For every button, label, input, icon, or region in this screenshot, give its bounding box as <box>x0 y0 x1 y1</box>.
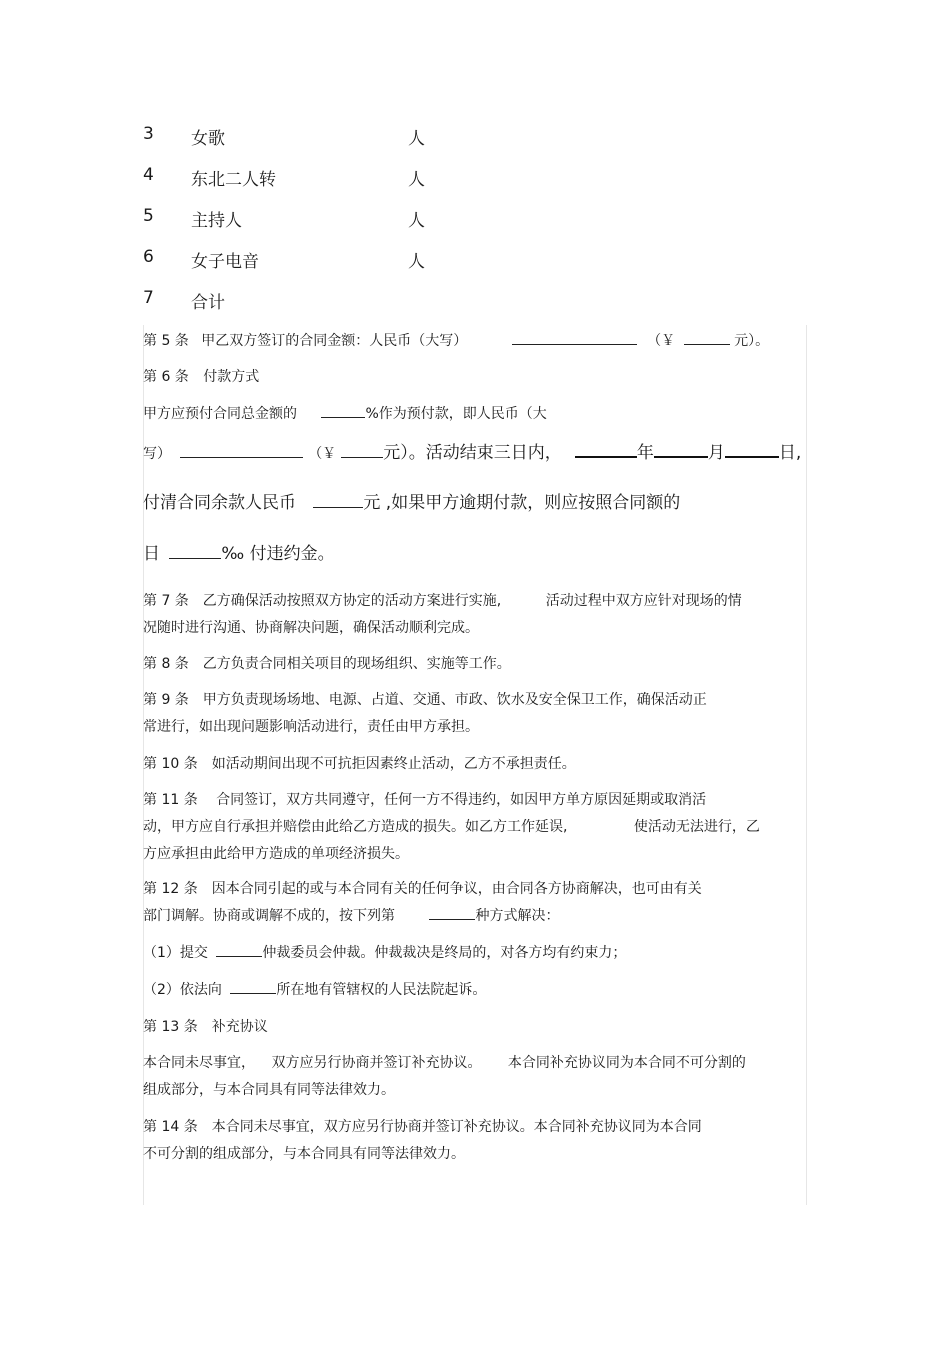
roster-num: 7 <box>143 288 154 308</box>
year-label: 年 <box>636 443 654 463</box>
balance-amount-blank[interactable] <box>313 507 363 508</box>
roster-unit: 人 <box>408 129 425 149</box>
article-11-line-1: 第 11 条 合同签订，双方共同遵守，任何一方不得违约，如因甲方单方原因延期或取消活 <box>143 792 707 808</box>
roster-num: 6 <box>143 247 154 267</box>
dispute-option-1 <box>143 942 626 962</box>
month-label: 月 <box>707 443 725 463</box>
article-11-text: 动，甲方应自行承担并赔偿由此给乙方造成的损失。如乙方工作延误, <box>143 819 568 835</box>
article-9-line-1: 第 9 条 甲方负责现场场地、电源、占道、交通、市政、饮水及安全保卫工作，确保活动正 <box>143 692 707 708</box>
roster-unit: 人 <box>408 252 425 272</box>
article-13-title: 第 13 条 补充协议 <box>143 1019 268 1035</box>
article-5-lead: 第 5 条 <box>143 333 189 349</box>
article-7-text: 第 7 条 乙方确保活动按照双方协定的活动方案进行实施, <box>143 593 502 609</box>
penalty-day-label: 日 <box>143 544 160 564</box>
roster-total-label: 合计 <box>191 293 225 313</box>
article-14-line-1: 第 14 条 本合同未尽事宜，双方应另行协商并签订补充协议。本合同补充协议同为本合同 <box>143 1119 702 1135</box>
month-blank[interactable] <box>654 456 708 458</box>
article-8: 第 8 条 乙方负责合同相关项目的现场组织、实施等工作。 <box>143 656 511 672</box>
article-13-line-1 <box>143 1052 746 1072</box>
option-2-label: （2）依法向 <box>143 982 222 998</box>
article-5 <box>143 330 769 350</box>
roster-num: 3 <box>143 124 154 144</box>
dispute-method-blank[interactable] <box>429 919 475 920</box>
arbitration-committee-blank[interactable] <box>216 956 262 957</box>
prepay-text: 甲方应预付合同总金额的 <box>143 406 297 422</box>
roster-role: 女歌 <box>191 129 225 149</box>
article-7-text-cont: 活动过程中双方应针对现场的情 <box>545 593 742 609</box>
write-label: 写） <box>143 446 171 462</box>
article-6-line-4 <box>143 539 335 564</box>
day-blank[interactable] <box>725 456 779 458</box>
article-7-line-2: 况随时进行沟通、协商解决问题，确保活动顺利完成。 <box>143 620 479 636</box>
option-1-label: （1）提交 <box>143 945 208 961</box>
roster-role: 女子电音 <box>191 252 259 272</box>
article-6-line-1 <box>143 403 547 423</box>
article-12-line-1: 第 12 条 因本合同引起的或与本合同有关的任何争议，由合同各方协商解决，也可由有关 <box>143 881 702 897</box>
roster-num: 4 <box>143 165 154 185</box>
article-5-text: 甲乙双方签订的合同金额：人民币（大写） <box>201 333 468 349</box>
article-13-text-a: 本合同未尽事宜， <box>143 1055 255 1071</box>
article-10: 第 10 条 如活动期间出现不可抗拒因素终止活动，乙方不承担责任。 <box>143 756 576 772</box>
option-1-text: 仲裁委员会仲裁。仲裁裁决是终局的，对各方均有约束力； <box>262 945 627 961</box>
article-13-text-c: 本合同补充协议同为本合同不可分割的 <box>507 1055 746 1071</box>
option-2-text: 所在地有管辖权的人民法院起诉。 <box>276 982 487 998</box>
balance-text-cont: 元 ,如果甲方逾期付款，则应按照合同额的 <box>363 493 681 513</box>
article-13-text-b: 双方应另行协商并签订补充协议。 <box>271 1055 482 1071</box>
prepay-text-cont: %作为预付款，即人民币（大 <box>365 406 547 422</box>
prepay-uppercase-blank[interactable] <box>180 457 303 458</box>
prepay-number-blank[interactable] <box>341 457 383 458</box>
currency-open: （￥ <box>308 446 337 462</box>
article-6-line-3 <box>143 488 680 513</box>
article-6-lead: 第 6 条 <box>143 369 189 385</box>
article-7-line-1 <box>143 590 742 610</box>
amount-uppercase-blank[interactable] <box>512 344 637 345</box>
penalty-rate-blank[interactable] <box>169 558 221 559</box>
currency-close: 元）。 <box>734 333 770 349</box>
court-location-blank[interactable] <box>230 993 276 994</box>
article-6-line-2 <box>143 438 801 463</box>
article-13-line-2: 组成部分，与本合同具有同等法律效力。 <box>143 1082 395 1098</box>
article-11-text-cont: 使活动无法进行，乙 <box>633 819 760 835</box>
dispute-method-text: 部门调解。协商或调解不成的，按下列第 <box>143 908 395 924</box>
roster-num: 5 <box>143 206 154 226</box>
roster-unit: 人 <box>408 170 425 190</box>
balance-text: 付清合同余款人民币 <box>143 493 296 513</box>
article-11-line-2 <box>143 816 760 836</box>
article-11-line-3: 方应承担由此给甲方造成的单项经济损失。 <box>143 846 409 862</box>
roster-role: 主持人 <box>191 211 242 231</box>
dispute-method-text-cont: 种方式解决： <box>475 908 560 924</box>
article-12-line-2 <box>143 905 559 925</box>
dispute-option-2 <box>143 979 486 999</box>
amount-number-blank[interactable] <box>684 344 730 345</box>
prepay-percent-blank[interactable] <box>321 417 365 418</box>
currency-open: （￥ <box>647 333 676 349</box>
event-end-text: 元）。活动结束三日内， <box>383 443 562 463</box>
day-label: 日, <box>778 443 802 463</box>
frame-line-right <box>806 325 807 1205</box>
article-9-line-2: 常进行，如出现问题影响活动进行，责任由甲方承担。 <box>143 719 479 735</box>
article-14-line-2: 不可分割的组成部分，与本合同具有同等法律效力。 <box>143 1146 465 1162</box>
article-6-title <box>143 366 259 386</box>
roster-unit: 人 <box>408 211 425 231</box>
year-blank[interactable] <box>575 456 637 458</box>
article-6-subtitle: 付款方式 <box>203 369 260 385</box>
roster-role: 东北二人转 <box>191 170 276 190</box>
penalty-text: ‰ 付违约金。 <box>221 544 335 564</box>
